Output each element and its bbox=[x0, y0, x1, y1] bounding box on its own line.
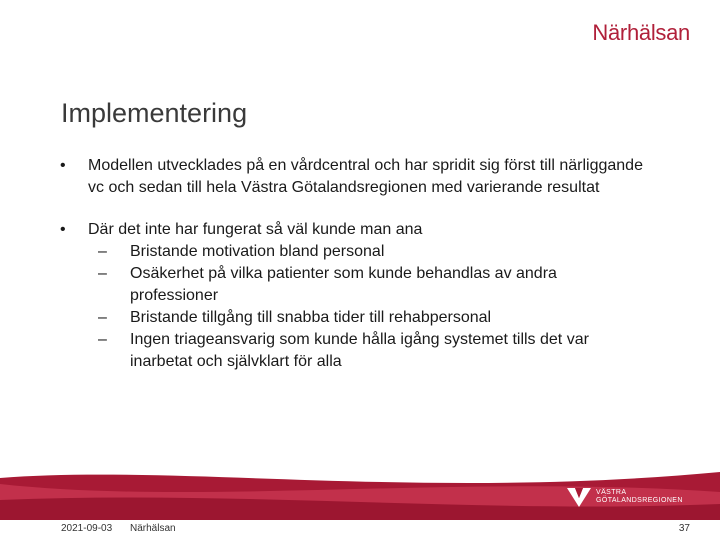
region-emblem-icon bbox=[566, 486, 592, 508]
sub-bullet-text: Osäkerhet på vilka patienter som kunde behandlas av andra professioner bbox=[130, 265, 557, 304]
bullet-text: Där det inte har fungerat så väl kunde man ana bbox=[88, 221, 423, 238]
region-logo bbox=[566, 485, 683, 509]
footer-page-number: 37 bbox=[678, 523, 690, 534]
region-logo-line2: GÖTALANDSREGIONEN bbox=[596, 497, 683, 504]
sub-bullet-marker: – bbox=[98, 265, 107, 282]
bullet-text: Modellen utvecklades på en vårdcentral och har spridit sig först till närliggande vc och sedan till hela Västra Götalandsregionen med varierande resultat bbox=[88, 157, 643, 196]
sub-bullet-item bbox=[88, 329, 648, 373]
brand-logo: Närhälsan bbox=[592, 20, 690, 45]
bullet-item bbox=[60, 219, 660, 373]
sub-bullet-text: Bristande motivation bland personal bbox=[130, 243, 385, 260]
footer-org: Närhälsan bbox=[130, 523, 176, 534]
footer-date: 2021-09-03 bbox=[61, 523, 113, 534]
sub-bullet-list bbox=[88, 241, 648, 373]
sub-bullet-item bbox=[88, 307, 648, 329]
region-logo-line1: VÄSTRA bbox=[596, 489, 627, 496]
sub-bullet-text: Bristande tillgång till snabba tider till rehabpersonal bbox=[130, 309, 492, 326]
slide-content bbox=[60, 155, 660, 393]
bullet-marker: • bbox=[60, 221, 66, 238]
sub-bullet-text: Ingen triageansvarig som kunde hålla igång systemet tills det var inarbetat och självklart för alla bbox=[130, 331, 589, 370]
sub-bullet-marker: – bbox=[98, 331, 107, 348]
sub-bullet-marker: – bbox=[98, 243, 107, 260]
slide-title: Implementering bbox=[61, 98, 248, 128]
bullet-item bbox=[60, 155, 660, 199]
sub-bullet-item bbox=[88, 241, 648, 263]
sub-bullet-marker: – bbox=[98, 309, 107, 326]
bullet-marker: • bbox=[60, 157, 66, 174]
sub-bullet-item bbox=[88, 263, 648, 307]
